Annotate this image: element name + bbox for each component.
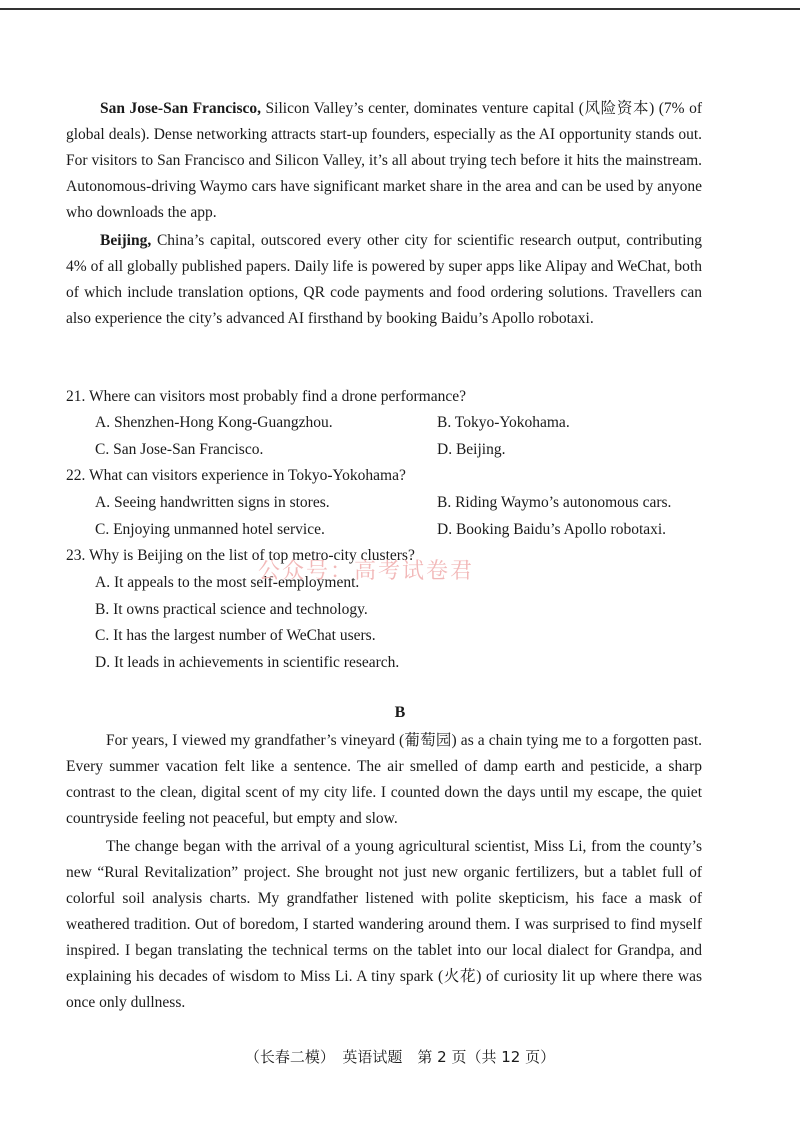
page-top-border [0, 8, 800, 10]
passage-a-paragraph-sanjose [66, 96, 702, 226]
question-21-stem: 21. Where can visitors most probably find a drone performance? [66, 388, 466, 405]
question-23-stem: 23. Why is Beijing on the list of top metro-city clusters? [66, 547, 415, 564]
question-22-stem: 22. What can visitors experience in Tokyo-Yokohama? [66, 467, 406, 484]
passage-b-paragraph-1: For years, I viewed my grandfather’s vineyard (葡萄园) as a chain tying me to a forgotten past. Every summer vacation felt like a sentence. The air smelled of damp earth and pesticide, a sharp contrast to the clean, digital scent of my city life. I counted down the days until my escape, the quiet countryside feeling not peaceful, but empty and slow. [66, 732, 702, 827]
section-b-heading: B [394, 704, 406, 721]
question-22-option-a: A. Seeing handwritten signs in stores. [95, 494, 330, 511]
watermark: 公众号：高考试卷君 [258, 559, 475, 584]
paragraph-text: Silicon Valley’s center, dominates venture capital (风险资本) (7% of global deals). Dense networking attracts start-up founders, especially as the AI opportunity stands out. For visitors to San Francisco and Silicon Valley, it’s all about trying tech before it hits the mainstream. Autonomous-driving Waymo cars have significant market share in the area and can be used by anyone who downloads the app. [66, 100, 702, 221]
question-22-option-c: C. Enjoying unmanned hotel service. [95, 521, 325, 538]
question-23-option-b: B. It owns practical science and technology. [95, 601, 368, 618]
passage-b-paragraph-2: The change began with the arrival of a young agricultural scientist, Miss Li, from the county’s new “Rural Revitalization” project. She brought not just new organic fertilizers, but a tablet full of colorful soil analysis charts. My grandfather listened with polite skepticism, his face a mask of weathered tradition. Out of boredom, I started wandering around them. I was surprised to find myself inspired. I began translating the technical terms on the tablet into our local dialect for Grandpa, and explaining his decades of wisdom to Miss Li. A tiny spark (火花) of curiosity lit up where there was once only dullness. [66, 838, 702, 1011]
city-name-sanjose: San Jose-San Francisco, [100, 100, 262, 117]
paragraph-text: China’s capital, outscored every other city for scientific research output, contributing 4% of all globally published papers. Daily life is powered by super apps like Alipay and WeChat, both of which include translation options, QR code payments and food ordering solutions. Travellers can also experience the city’s advanced AI firsthand by booking Baidu’s Apollo robotaxi. [66, 232, 702, 327]
question-23-option-d: D. It leads in achievements in scientific research. [95, 654, 400, 671]
question-21-option-c: C. San Jose-San Francisco. [95, 441, 264, 458]
passage-a-paragraph-beijing [66, 228, 702, 332]
question-21-option-b: B. Tokyo-Yokohama. [437, 414, 570, 431]
question-23-option-a: A. It appeals to the most self-employment. [95, 574, 360, 591]
question-22-option-b: B. Riding Waymo’s autonomous cars. [437, 494, 672, 511]
question-21-option-a: A. Shenzhen-Hong Kong-Guangzhou. [95, 414, 333, 431]
question-22-option-d: D. Booking Baidu’s Apollo robotaxi. [437, 521, 667, 538]
page-footer: （长春二模） 英语试题 第 2 页（共 12 页） [244, 1048, 556, 1066]
question-23-option-c: C. It has the largest number of WeChat users. [95, 627, 376, 644]
city-name-beijing: Beijing, [100, 232, 152, 249]
question-21-option-d: D. Beijing. [437, 441, 506, 458]
